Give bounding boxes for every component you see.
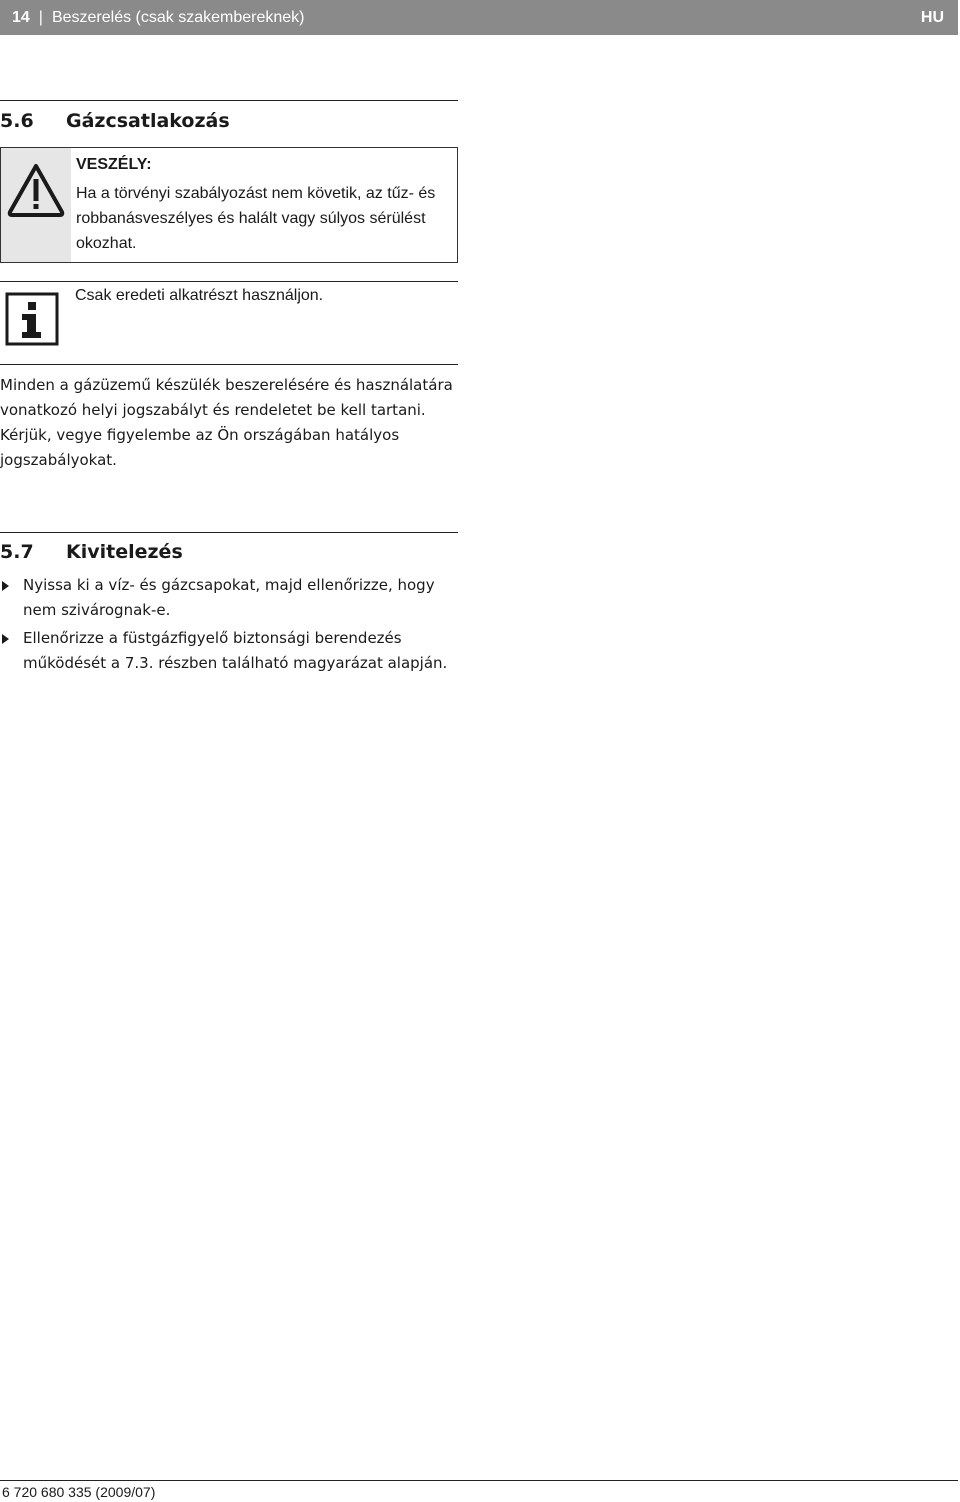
list-item xyxy=(0,573,460,623)
warning-triangle-icon xyxy=(6,162,66,218)
section-title: Gázcsatlakozás xyxy=(66,110,230,132)
info-rule xyxy=(0,281,458,282)
section-number: 5.7 xyxy=(0,541,34,563)
section-number: 5.6 xyxy=(0,110,34,132)
header-separator: | xyxy=(38,8,43,26)
bullet-arrow-icon xyxy=(2,634,9,644)
footer-doc-number: 6 720 680 335 (2009/07) xyxy=(2,1484,156,1500)
list-item xyxy=(0,626,460,676)
body-paragraph xyxy=(0,373,460,473)
danger-text: Ha a törvényi szabályozást nem követik, az tűz- és robbanásveszélyes és halált vagy súlyos sérülést okozhat. xyxy=(76,185,436,252)
section-heading-5-6 xyxy=(0,110,230,132)
info-icon xyxy=(5,292,59,346)
list-item-text: Ellenőrizze a füstgázfigyelő biztonsági berendezés működését a 7.3. részben található magyarázat alapján. xyxy=(23,629,448,672)
language-code: HU xyxy=(920,8,944,26)
info-text: Csak eredeti alkatrészt használjon. xyxy=(75,287,324,304)
section-rule xyxy=(0,100,458,101)
page-header xyxy=(0,0,958,35)
footer-rule xyxy=(0,1480,958,1481)
section-title: Kivitelezés xyxy=(66,541,183,563)
info-rule-bottom xyxy=(0,364,458,365)
danger-icon-cell xyxy=(1,148,71,262)
bullet-arrow-icon xyxy=(2,581,9,591)
paragraph-line-2: Kérjük, vegye figyelembe az Ön országában hatályos jogszabályokat. xyxy=(0,426,400,469)
page-number: 14 xyxy=(12,8,30,26)
section-heading-5-7 xyxy=(0,541,183,563)
instruction-list xyxy=(0,573,460,679)
danger-notice xyxy=(0,147,458,263)
danger-label: VESZÉLY: xyxy=(76,156,152,173)
header-title: Beszerelés (csak szakembereknek) xyxy=(51,8,305,26)
section-rule xyxy=(0,532,458,533)
paragraph-line-1: Minden a gázüzemű készülék beszerelésére és használatára vonatkozó helyi jogszabályt és rendeletet be kell tartani. xyxy=(0,376,453,419)
list-item-text: Nyissa ki a víz- és gázcsapokat, majd ellenőrizze, hogy nem szivárognak-e. xyxy=(23,576,435,619)
